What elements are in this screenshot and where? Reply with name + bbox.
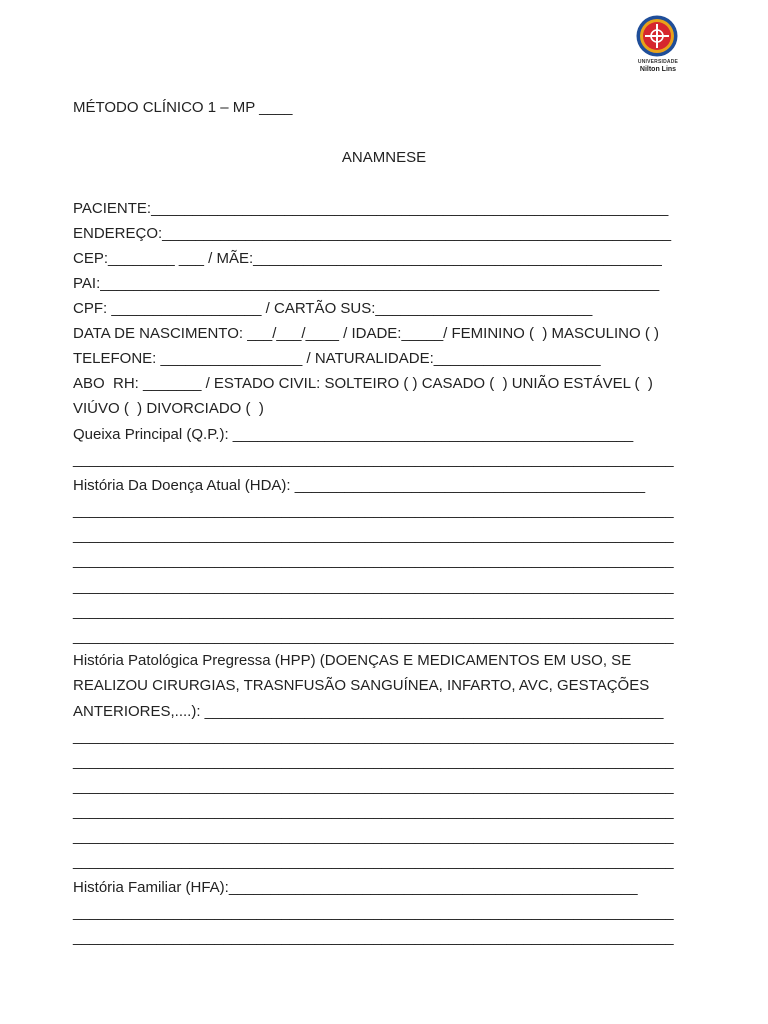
- field-cep-mae: CEP:________ ___ / MÃE:_________________________________________________: [73, 250, 662, 267]
- blank-line: ________________________________________________________________________: [73, 552, 674, 569]
- blank-line: ________________________________________________________________________: [73, 728, 674, 745]
- blank-line: ________________________________________________________________________: [73, 778, 674, 795]
- field-pai: PAI:___________________________________________________________________: [73, 275, 660, 292]
- field-queixa-principal: Queixa Principal (Q.P.): ________________________________________________: [73, 426, 634, 443]
- logo-text-name: Nilton Lins: [639, 66, 677, 73]
- field-hpp-line1: História Patológica Pregressa (HPP) (DOENÇAS E MEDICAMENTOS EM USO, SE: [73, 652, 632, 669]
- field-abo-estado-civil: ABO RH: _______ / ESTADO CIVIL: SOLTEIRO ( ) CASADO ( ) UNIÃO ESTÁVEL ( ): [73, 375, 653, 392]
- blank-line: ________________________________________________________________________: [73, 853, 674, 870]
- university-logo: [634, 15, 682, 75]
- field-estado-civil-cont: VIÚVO ( ) DIVORCIADO ( ): [73, 400, 264, 417]
- section-title-anamnese: ANAMNESE: [341, 149, 427, 166]
- blank-line: ________________________________________________________________________: [73, 904, 674, 921]
- blank-line: ________________________________________________________________________: [73, 753, 674, 770]
- university-seal-icon: [636, 15, 678, 57]
- blank-line: ________________________________________________________________________: [73, 803, 674, 820]
- field-hda: História Da Doença Atual (HDA): __________________________________________: [73, 477, 646, 494]
- blank-line: ________________________________________________________________________: [73, 603, 674, 620]
- logo-text-universidade: UNIVERSIDADE: [637, 59, 679, 65]
- field-endereco: ENDEREÇO:_____________________________________________________________: [73, 225, 672, 242]
- form-title: MÉTODO CLÍNICO 1 – MP ____: [73, 99, 293, 116]
- field-paciente: PACIENTE:______________________________________________________________: [73, 200, 669, 217]
- blank-line: ________________________________________________________________________: [73, 527, 674, 544]
- blank-line: ________________________________________________________________________: [73, 929, 674, 946]
- field-nascimento-idade-sexo: DATA DE NASCIMENTO: ___/___/____ / IDADE:_____/ FEMININO ( ) MASCULINO ( ): [73, 325, 660, 342]
- blank-line: ________________________________________________________________________: [73, 502, 674, 519]
- field-hfa: História Familiar (HFA):_________________________________________________: [73, 879, 638, 896]
- blank-line: ________________________________________________________________________: [73, 628, 674, 645]
- blank-line: ________________________________________________________________________: [73, 578, 674, 595]
- field-cpf-cartao-sus: CPF: __________________ / CARTÃO SUS:__________________________: [73, 300, 593, 317]
- field-hpp-line2: REALIZOU CIRURGIAS, TRASNFUSÃO SANGUÍNEA, INFARTO, AVC, GESTAÇÕES: [73, 677, 650, 694]
- blank-line: ________________________________________________________________________: [73, 451, 674, 468]
- blank-line: ________________________________________________________________________: [73, 828, 674, 845]
- field-hpp-line3: ANTERIORES,....): _______________________________________________________: [73, 703, 664, 720]
- field-telefone-naturalidade: TELEFONE: _________________ / NATURALIDADE:____________________: [73, 350, 601, 367]
